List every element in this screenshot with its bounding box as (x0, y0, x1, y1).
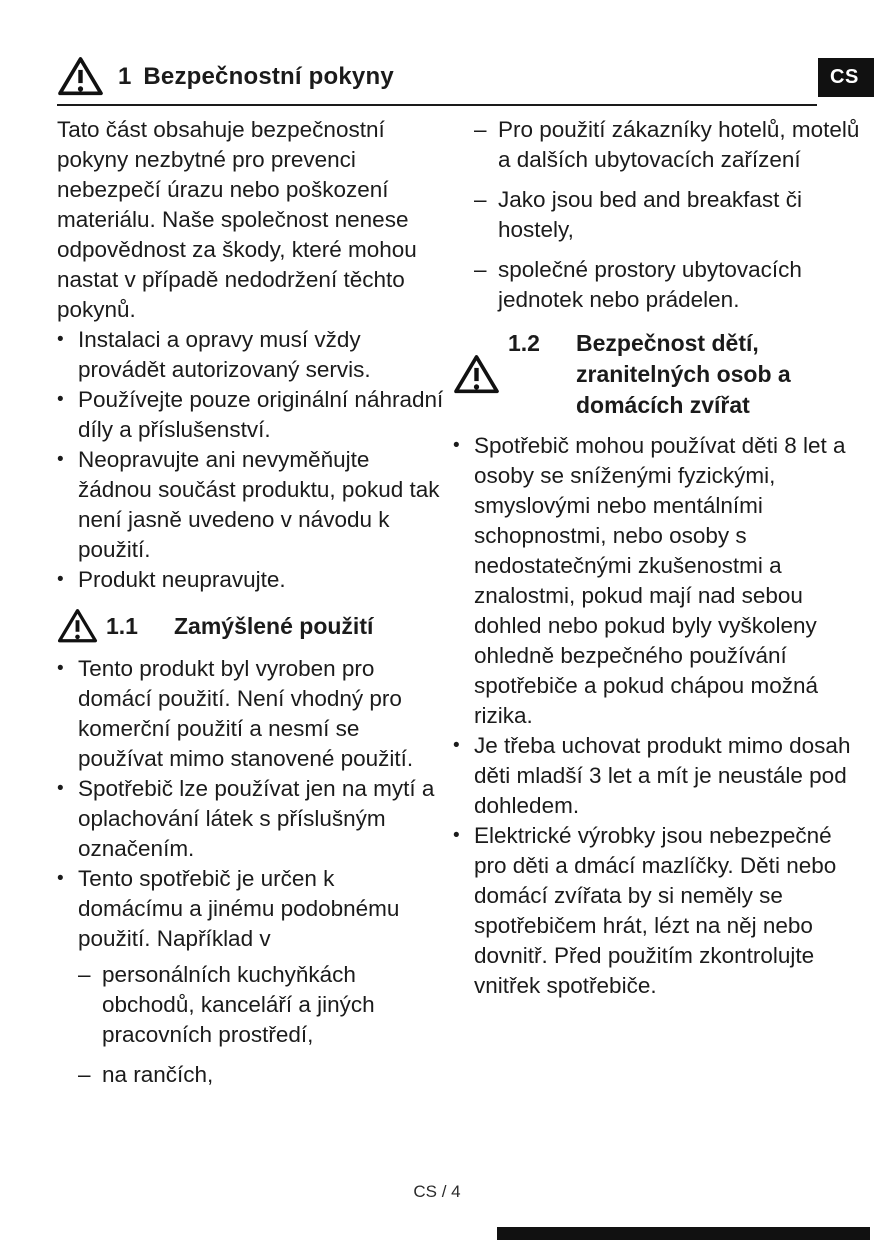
section-heading-1-1 (57, 608, 445, 644)
left-column (57, 115, 445, 1100)
section-title: Zamýšlené použití (174, 612, 374, 639)
list-item-text: Používejte pouze originální náhradní díly a příslušenství. (78, 387, 444, 442)
bullet-marker: • (57, 658, 64, 679)
dash-marker: – (78, 962, 91, 987)
list-item-text: Produkt neupravujte. (78, 567, 286, 592)
bullet-marker: • (453, 435, 460, 456)
list-item (453, 431, 865, 731)
bullet-marker: • (57, 449, 64, 470)
bullet-marker: • (453, 735, 460, 756)
list-item (57, 565, 445, 595)
section-number: 1.1 (106, 612, 138, 639)
dash-marker: – (474, 117, 487, 142)
list-item-text: Pro použití zákazníky hotelů, motelů a dalších ubytovacích zařízení (498, 117, 860, 172)
list-item (57, 864, 445, 954)
list-item-text: Tento spotřebič je určen k domácímu a jinému podobnému použití. Například v (78, 866, 400, 951)
bullet-marker: • (57, 569, 64, 590)
children-safety-bullet-list (453, 431, 865, 1001)
dash-marker: – (474, 257, 487, 282)
example-dash-list-continued (474, 115, 865, 315)
list-item (78, 1060, 445, 1090)
language-badge-label: CS (830, 66, 859, 88)
bullet-marker: • (57, 778, 64, 799)
dash-marker: – (78, 1062, 91, 1087)
list-item (474, 115, 865, 175)
page-footer (0, 1182, 874, 1202)
chapter-number: 1 (118, 62, 132, 90)
section-number: 1.2 (508, 330, 540, 356)
page-number-label: CS / 4 (413, 1182, 461, 1201)
page-edge-mark (497, 1227, 870, 1240)
list-item (474, 255, 865, 315)
right-column (453, 115, 865, 1100)
warning-icon (57, 608, 98, 644)
list-item-text: Jako jsou bed and breakfast či hostely, (498, 187, 802, 242)
list-item-text: personálních kuchyňkách obchodů, kanceláří a jiných pracovních prostředí, (102, 962, 375, 1047)
intro-paragraph: Tato část obsahuje bezpečnostní pokyny nezbytné pro prevenci nebezpečí úrazu nebo poškození materiálu. Naše společnost nenese odpovědnost za škody, které mohou nastat v případě nedodržení těchto pokynů. (57, 117, 417, 322)
list-item-text: Je třeba uchovat produkt mimo dosah děti mladší 3 let a mít je neustále pod dohledem. (474, 733, 851, 818)
list-item (453, 821, 865, 1001)
two-column-body (57, 115, 874, 1100)
list-item-text: na rančích, (102, 1062, 214, 1087)
warning-icon (453, 354, 500, 395)
bullet-marker: • (57, 389, 64, 410)
safety-bullet-list (57, 325, 445, 595)
warning-icon (57, 56, 104, 97)
list-item (78, 960, 445, 1050)
intended-use-bullet-list (57, 654, 445, 954)
list-item-text: Neopravujte ani nevyměňujte žádnou součást produktu, pokud tak není jasně uvedeno v návodu k použití. (78, 447, 440, 562)
chapter-title: Bezpečnostní pokyny (143, 62, 394, 90)
list-item-text: Spotřebič mohou používat děti 8 let a osoby se sníženými fyzickými, smyslovými nebo mentálními schopnostmi, nebo osoby s nedostatečnými zkušenostmi a znalostmi, pokud mají nad sebou dohled nebo pokud byly vyškoleny ohledně bezpečného používání spotřebiče a pokud chápou možná rizika. (474, 433, 846, 728)
list-item-text: společné prostory ubytovacích jednotek nebo prádelen. (498, 257, 802, 312)
example-dash-list (78, 960, 445, 1090)
bullet-marker: • (453, 825, 460, 846)
section-heading-1-2 (453, 328, 865, 421)
language-badge (818, 58, 874, 97)
list-item-text: Instalaci a opravy musí vždy provádět autorizovaný servis. (78, 327, 371, 382)
list-item-text: Elektrické výrobky jsou nebezpečné pro děti a dmácí mazlíčky. Děti nebo domácí zvířata by si neměly se spotřebičem hrát, lézt na něj nebo dovnitř. Před použitím zkontrolujte vnitřek spotřebiče. (474, 823, 837, 998)
list-item (57, 325, 445, 385)
bullet-marker: • (57, 868, 64, 889)
list-item (453, 731, 865, 821)
list-item (57, 774, 445, 864)
bullet-marker: • (57, 329, 64, 350)
list-item-text: Spotřebič lze používat jen na mytí a oplachování látek s příslušným označením. (78, 776, 435, 861)
chapter-header (57, 56, 817, 106)
section-title: Bezpečnost dětí, zranitelných osob a domácích zvířat (576, 330, 791, 418)
list-item (474, 185, 865, 245)
list-item (57, 654, 445, 774)
list-item-text: Tento produkt byl vyroben pro domácí použití. Není vhodný pro komerční použití a nesmí se používat mimo stanovené použití. (78, 656, 414, 771)
list-item (57, 385, 445, 445)
dash-marker: – (474, 187, 487, 212)
list-item (57, 445, 445, 565)
